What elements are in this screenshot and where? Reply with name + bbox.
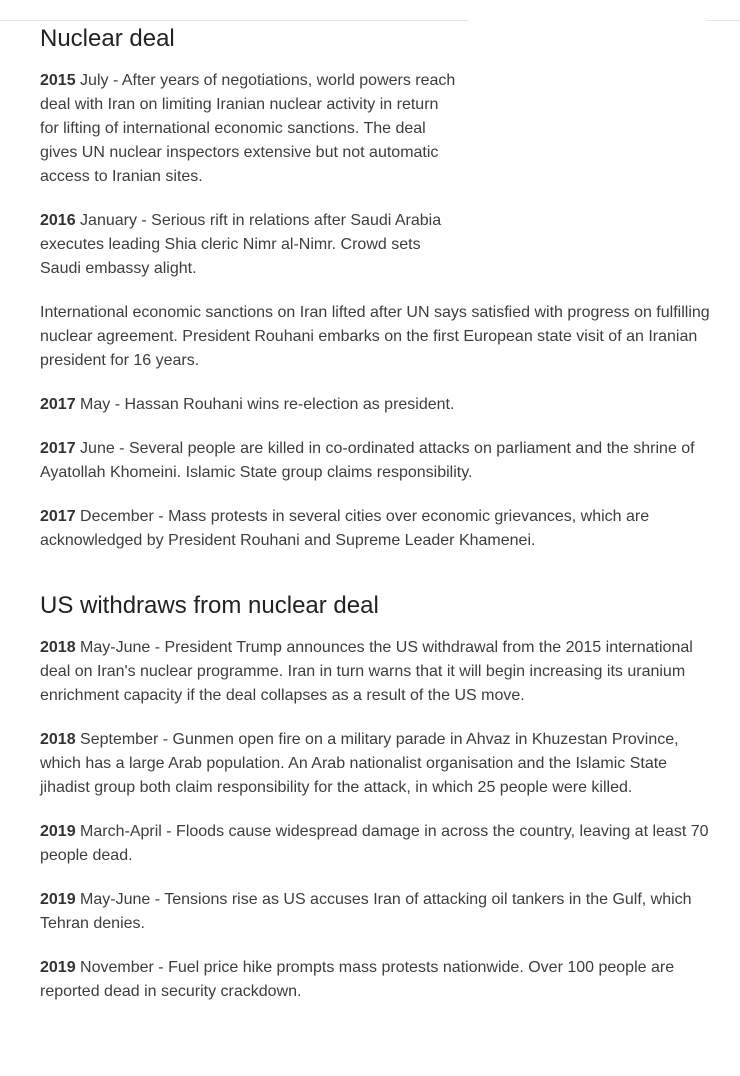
entry-text: May-June - Tensions rise as US accuses Iran of attacking oil tankers in the Gulf, which Tehran denies. <box>40 891 692 932</box>
entry-year: 2018 <box>40 731 76 748</box>
entry-year: 2018 <box>40 639 76 656</box>
top-divider-right <box>706 20 740 21</box>
entry-year: 2017 <box>40 440 76 457</box>
timeline-entry <box>40 301 710 373</box>
timeline-entry <box>40 393 710 417</box>
timeline-entry <box>40 636 710 708</box>
entry-text: June - Several people are killed in co-ordinated attacks on parliament and the shrine of Ayatollah Khomeini. Islamic State group claims responsibility. <box>40 440 695 481</box>
entry-year: 2017 <box>40 396 76 413</box>
entry-year: 2019 <box>40 823 76 840</box>
timeline-entry <box>40 728 710 800</box>
entry-year: 2019 <box>40 959 76 976</box>
entry-year: 2016 <box>40 212 76 229</box>
timeline-entry <box>40 69 460 189</box>
section-heading-us-withdraws: US withdraws from nuclear deal <box>40 592 379 619</box>
entry-text: International economic sanctions on Iran lifted after UN says satisfied with progress on fulfilling nuclear agreement. President Rouhani embarks on the first European state visit of an Iranian president for 16 years. <box>40 304 710 369</box>
timeline-entry <box>40 209 460 281</box>
entry-year: 2015 <box>40 72 76 89</box>
entry-text: December - Mass protests in several cities over economic grievances, which are acknowledged by President Rouhani and Supreme Leader Khamenei. <box>40 508 650 549</box>
top-divider-left <box>0 20 468 21</box>
entry-text: November - Fuel price hike prompts mass protests nationwide. Over 100 people are reported dead in security crackdown. <box>40 959 675 1000</box>
article-body <box>40 24 710 1024</box>
entry-text: September - Gunmen open fire on a military parade in Ahvaz in Khuzestan Province, which has a large Arab population. An Arab nationalist organisation and the Islamic State jihadist group both claim responsibility for the attack, in which 25 people were killed. <box>40 731 679 796</box>
section-heading-nuclear-deal: Nuclear deal <box>40 25 175 52</box>
timeline-entry <box>40 888 710 936</box>
entry-text: January - Serious rift in relations after Saudi Arabia executes leading Shia cleric Nimr al-Nimr. Crowd sets Saudi embassy alight. <box>40 212 442 277</box>
timeline-entry <box>40 505 710 553</box>
entry-text: July - After years of negotiations, world powers reach deal with Iran on limiting Iranian nuclear activity in return for lifting of international economic sanctions. The deal gives UN nuclear inspectors extensive but not automatic access to Iranian sites. <box>40 72 456 185</box>
entry-year: 2017 <box>40 508 76 525</box>
entry-text: March-April - Floods cause widespread damage in across the country, leaving at least 70 people dead. <box>40 823 709 864</box>
entry-text: May-June - President Trump announces the US withdrawal from the 2015 international deal on Iran's nuclear programme. Iran in turn warns that it will begin increasing its uranium enrichment capacity if the deal collapses as a result of the US move. <box>40 639 693 704</box>
entry-year: 2019 <box>40 891 76 908</box>
timeline-entry <box>40 956 710 1004</box>
timeline-entry <box>40 820 710 868</box>
entry-text: May - Hassan Rouhani wins re-election as president. <box>75 396 455 413</box>
timeline-entry <box>40 437 710 485</box>
